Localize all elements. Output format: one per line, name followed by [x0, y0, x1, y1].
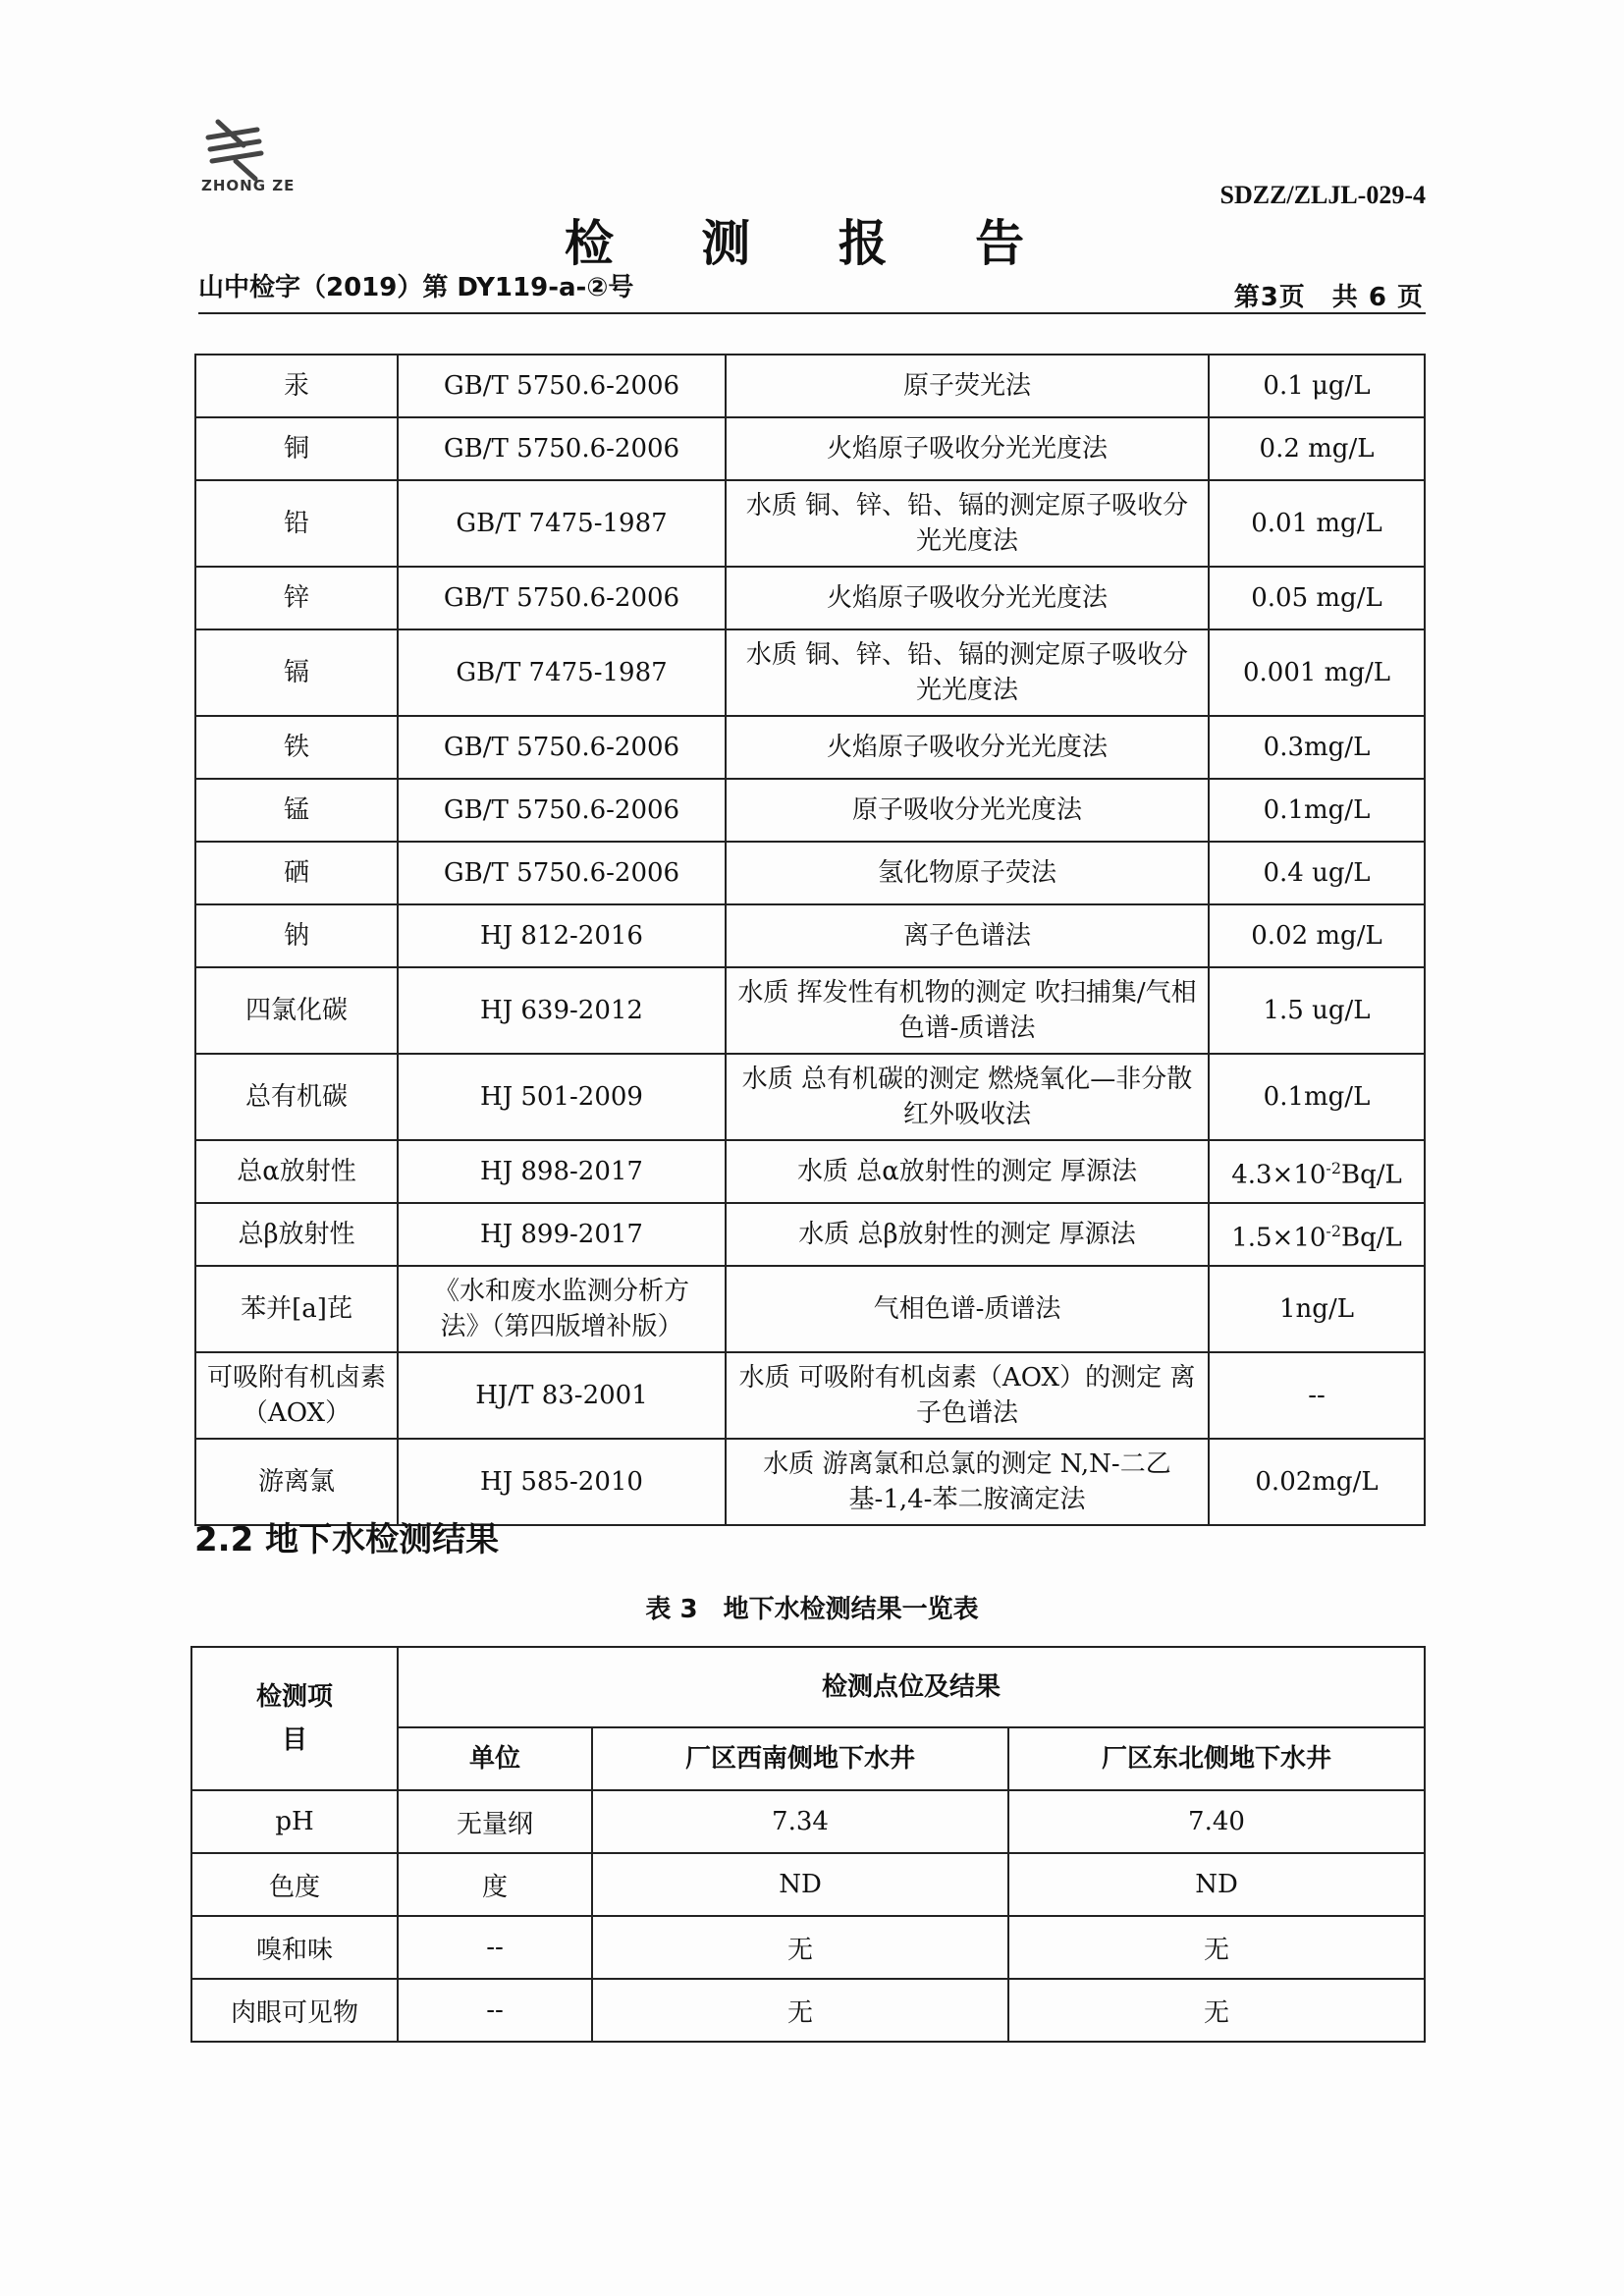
item-cell: 嗅和味	[191, 1916, 398, 1979]
method-cell: 水质 铜、锌、铅、镉的测定原子吸收分光光度法	[726, 480, 1209, 567]
site1-value: 7.34	[592, 1790, 1008, 1853]
method-cell: 水质 挥发性有机物的测定 吹扫捕集/气相色谱-质谱法	[726, 967, 1209, 1054]
limit-cell: 0.02 mg/L	[1209, 904, 1425, 967]
standard-cell: HJ 639-2012	[398, 967, 726, 1054]
page-indicator: 第3页 共 6 页	[1233, 283, 1424, 312]
method-cell: 水质 总有机碳的测定 燃烧氧化—非分散红外吸收法	[726, 1054, 1209, 1140]
method-cell: 火焰原子吸收分光光度法	[726, 417, 1209, 480]
table-row	[195, 842, 1425, 904]
header-unit: 单位	[398, 1727, 592, 1790]
method-cell: 火焰原子吸收分光光度法	[726, 567, 1209, 629]
table-row	[195, 1352, 1425, 1439]
item-cell: 色度	[191, 1853, 398, 1916]
standard-cell: HJ 812-2016	[398, 904, 726, 967]
method-cell: 火焰原子吸收分光光度法	[726, 716, 1209, 779]
site2-value: ND	[1008, 1853, 1425, 1916]
unit-cell: --	[398, 1979, 592, 2042]
standard-cell: HJ 899-2017	[398, 1203, 726, 1266]
groundwater-results-table	[190, 1646, 1426, 2043]
document-code: SDZZ/ZLJL-029-4	[1219, 181, 1426, 209]
method-cell: 水质 铜、锌、铅、镉的测定原子吸收分光光度法	[726, 629, 1209, 716]
unit-cell: 度	[398, 1853, 592, 1916]
site1-value: ND	[592, 1853, 1008, 1916]
table-row	[191, 1979, 1425, 2042]
table-row	[195, 1203, 1425, 1266]
item-cell: 镉	[195, 629, 398, 716]
limit-cell: 0.001 mg/L	[1209, 629, 1425, 716]
standard-cell: GB/T 7475-1987	[398, 629, 726, 716]
standard-cell: GB/T 7475-1987	[398, 480, 726, 567]
method-cell: 水质 总α放射性的测定 厚源法	[726, 1140, 1209, 1203]
site2-value: 无	[1008, 1979, 1425, 2042]
logo-text: ZHONG ZE	[201, 177, 296, 194]
limit-cell: 0.1 μg/L	[1209, 355, 1425, 417]
limit-cell: 0.2 mg/L	[1209, 417, 1425, 480]
limit-cell: --	[1209, 1352, 1425, 1439]
item-cell: 锰	[195, 779, 398, 842]
limit-cell: 1.5 ug/L	[1209, 967, 1425, 1054]
item-cell: 铁	[195, 716, 398, 779]
methods-table-body	[195, 355, 1425, 1525]
limit-cell: 0.05 mg/L	[1209, 567, 1425, 629]
table-row	[195, 355, 1425, 417]
table-row	[195, 904, 1425, 967]
table-row	[195, 629, 1425, 716]
item-cell: 四氯化碳	[195, 967, 398, 1054]
item-cell: pH	[191, 1790, 398, 1853]
table-row	[191, 1790, 1425, 1853]
limit-cell: 0.1mg/L	[1209, 779, 1425, 842]
limit-cell: 1ng/L	[1209, 1266, 1425, 1352]
report-number: 山中检字（2019）第 DY119-a-②号	[198, 273, 634, 302]
table-row	[195, 417, 1425, 480]
limit-cell: 0.01 mg/L	[1209, 480, 1425, 567]
limit-cell: $1.5\times 10^{-2}Bq/L$	[1209, 1203, 1425, 1266]
limit-cell: 0.3mg/L	[1209, 716, 1425, 779]
site2-value: 无	[1008, 1916, 1425, 1979]
item-cell: 钠	[195, 904, 398, 967]
method-cell: 水质 总β放射性的测定 厚源法	[726, 1203, 1209, 1266]
table-row	[195, 716, 1425, 779]
limit-cell: 0.1mg/L	[1209, 1054, 1425, 1140]
item-cell: 肉眼可见物	[191, 1979, 398, 2042]
header-divider	[198, 312, 1426, 314]
method-cell: 离子色谱法	[726, 904, 1209, 967]
item-cell: 总β放射性	[195, 1203, 398, 1266]
item-cell: 可吸附有机卤素（AOX）	[195, 1352, 398, 1439]
table-row	[195, 567, 1425, 629]
item-cell: 锌	[195, 567, 398, 629]
table-row	[195, 779, 1425, 842]
standard-cell: 《水和废水监测分析方法》（第四版增补版）	[398, 1266, 726, 1352]
header-site1: 厂区西南侧地下水井	[592, 1727, 1008, 1790]
unit-cell: 无量纲	[398, 1790, 592, 1853]
item-cell: 铅	[195, 480, 398, 567]
item-cell: 游离氯	[195, 1439, 398, 1525]
site2-value: 7.40	[1008, 1790, 1425, 1853]
item-cell: 苯并[a]芘	[195, 1266, 398, 1352]
table-row	[191, 1916, 1425, 1979]
item-cell: 总有机碳	[195, 1054, 398, 1140]
method-cell: 水质 游离氯和总氯的测定 N,N-二乙基-1,4-苯二胺滴定法	[726, 1439, 1209, 1525]
method-cell: 氢化物原子荧法	[726, 842, 1209, 904]
limit-cell: 0.02mg/L	[1209, 1439, 1425, 1525]
item-cell: 总α放射性	[195, 1140, 398, 1203]
standard-cell: HJ 501-2009	[398, 1054, 726, 1140]
standard-cell: HJ 898-2017	[398, 1140, 726, 1203]
table-caption: 表 3 地下水检测结果一览表	[645, 1595, 979, 1624]
limit-cell: $4.3\times 10^{-2}Bq/L$	[1209, 1140, 1425, 1203]
standard-cell: GB/T 5750.6-2006	[398, 417, 726, 480]
report-title: 检 测 报 告	[564, 215, 1060, 272]
standard-cell: GB/T 5750.6-2006	[398, 355, 726, 417]
standard-cell: HJ 585-2010	[398, 1439, 726, 1525]
table-row	[195, 1054, 1425, 1140]
detection-methods-table	[194, 354, 1426, 1526]
results-table-body	[191, 1647, 1425, 2042]
standard-cell: GB/T 5750.6-2006	[398, 842, 726, 904]
table-row	[195, 967, 1425, 1054]
standard-cell: HJ/T 83-2001	[398, 1352, 726, 1439]
method-cell: 气相色谱-质谱法	[726, 1266, 1209, 1352]
item-cell: 铜	[195, 417, 398, 480]
method-cell: 原子吸收分光光度法	[726, 779, 1209, 842]
unit-cell: --	[398, 1916, 592, 1979]
standard-cell: GB/T 5750.6-2006	[398, 779, 726, 842]
limit-cell: 0.4 ug/L	[1209, 842, 1425, 904]
standard-cell: GB/T 5750.6-2006	[398, 567, 726, 629]
method-cell: 原子荧光法	[726, 355, 1209, 417]
header-site2: 厂区东北侧地下水井	[1008, 1727, 1425, 1790]
site1-value: 无	[592, 1916, 1008, 1979]
table-row	[195, 480, 1425, 567]
table-row	[191, 1853, 1425, 1916]
site1-value: 无	[592, 1979, 1008, 2042]
standard-cell: GB/T 5750.6-2006	[398, 716, 726, 779]
item-cell: 汞	[195, 355, 398, 417]
item-cell: 硒	[195, 842, 398, 904]
table-row	[195, 1140, 1425, 1203]
table-row	[195, 1266, 1425, 1352]
section-title: 2.2 地下水检测结果	[194, 1520, 500, 1559]
results-header-row	[191, 1647, 1425, 1727]
header-group: 检测点位及结果	[398, 1647, 1425, 1727]
header-item: 检测项目	[191, 1647, 398, 1790]
method-cell: 水质 可吸附有机卤素（AOX）的测定 离子色谱法	[726, 1352, 1209, 1439]
